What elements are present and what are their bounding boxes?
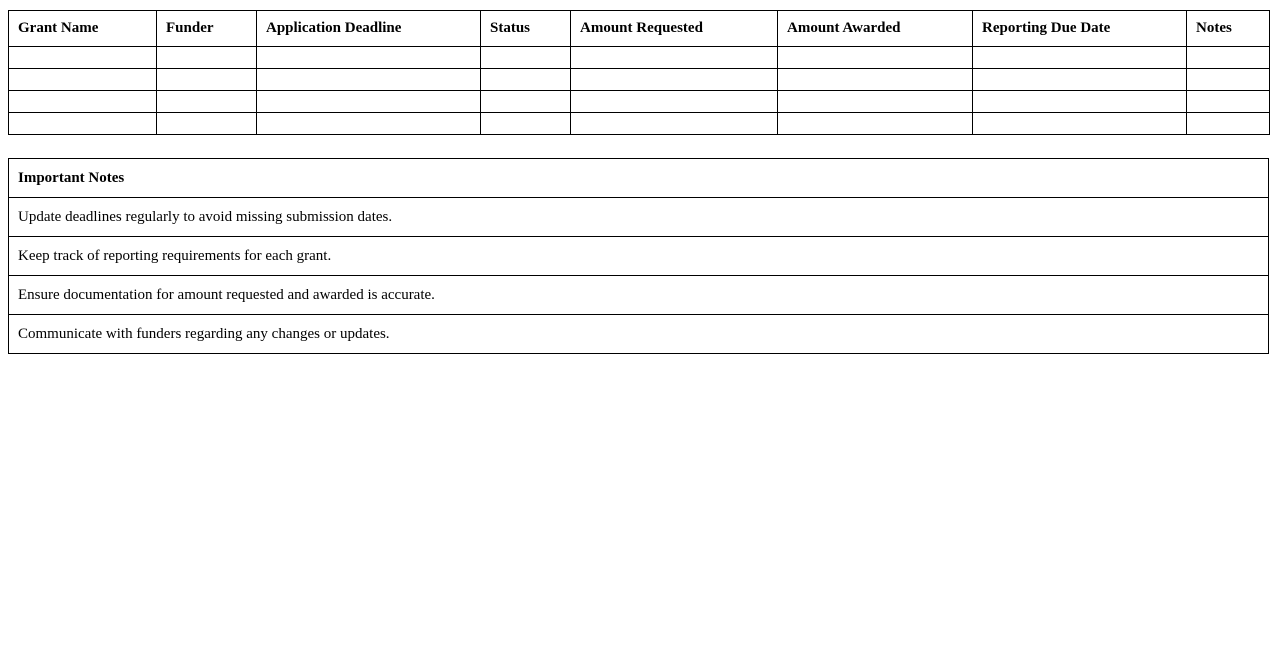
grant-table-empty-row <box>9 69 1270 91</box>
empty-cell-reporting-due-date <box>973 91 1187 113</box>
column-header-grant-name: Grant Name <box>9 11 157 47</box>
empty-cell-funder <box>157 69 257 91</box>
empty-cell-amount-awarded <box>778 113 973 135</box>
empty-cell-amount-awarded <box>778 69 973 91</box>
note-row <box>9 237 1269 276</box>
empty-cell-amount-requested <box>571 47 778 69</box>
column-header-application-deadline: Application Deadline <box>257 11 481 47</box>
empty-cell-notes <box>1187 113 1270 135</box>
note-item: Update deadlines regularly to avoid missing submission dates. <box>9 198 1269 237</box>
empty-cell-reporting-due-date <box>973 113 1187 135</box>
column-header-notes: Notes <box>1187 11 1270 47</box>
empty-cell-amount-awarded <box>778 47 973 69</box>
empty-cell-application-deadline <box>257 47 481 69</box>
empty-cell-application-deadline <box>257 113 481 135</box>
empty-cell-notes <box>1187 47 1270 69</box>
empty-cell-grant-name <box>9 69 157 91</box>
empty-cell-notes <box>1187 91 1270 113</box>
grant-table-empty-row <box>9 91 1270 113</box>
empty-cell-grant-name <box>9 113 157 135</box>
grant-table-empty-row <box>9 47 1270 69</box>
empty-cell-amount-awarded <box>778 91 973 113</box>
note-row <box>9 276 1269 315</box>
empty-cell-application-deadline <box>257 69 481 91</box>
note-item: Communicate with funders regarding any changes or updates. <box>9 315 1269 354</box>
empty-cell-grant-name <box>9 91 157 113</box>
important-notes-table <box>8 158 1269 354</box>
column-header-reporting-due-date: Reporting Due Date <box>973 11 1187 47</box>
empty-cell-amount-requested <box>571 69 778 91</box>
empty-cell-status <box>481 69 571 91</box>
empty-cell-application-deadline <box>257 91 481 113</box>
empty-cell-status <box>481 91 571 113</box>
column-header-amount-requested: Amount Requested <box>571 11 778 47</box>
column-header-status: Status <box>481 11 571 47</box>
empty-cell-status <box>481 47 571 69</box>
note-row <box>9 315 1269 354</box>
note-item: Ensure documentation for amount requested and awarded is accurate. <box>9 276 1269 315</box>
note-item: Keep track of reporting requirements for each grant. <box>9 237 1269 276</box>
empty-cell-amount-requested <box>571 113 778 135</box>
empty-cell-reporting-due-date <box>973 47 1187 69</box>
empty-cell-funder <box>157 47 257 69</box>
empty-cell-funder <box>157 113 257 135</box>
grant-tracking-table <box>8 10 1270 135</box>
note-row <box>9 198 1269 237</box>
grant-table-header-row <box>9 11 1270 47</box>
important-notes-header: Important Notes <box>9 159 1269 198</box>
empty-cell-amount-requested <box>571 91 778 113</box>
column-header-amount-awarded: Amount Awarded <box>778 11 973 47</box>
empty-cell-grant-name <box>9 47 157 69</box>
important-notes-header-row <box>9 159 1269 198</box>
empty-cell-notes <box>1187 69 1270 91</box>
empty-cell-funder <box>157 91 257 113</box>
empty-cell-status <box>481 113 571 135</box>
column-header-funder: Funder <box>157 11 257 47</box>
grant-table-empty-row <box>9 113 1270 135</box>
empty-cell-reporting-due-date <box>973 69 1187 91</box>
